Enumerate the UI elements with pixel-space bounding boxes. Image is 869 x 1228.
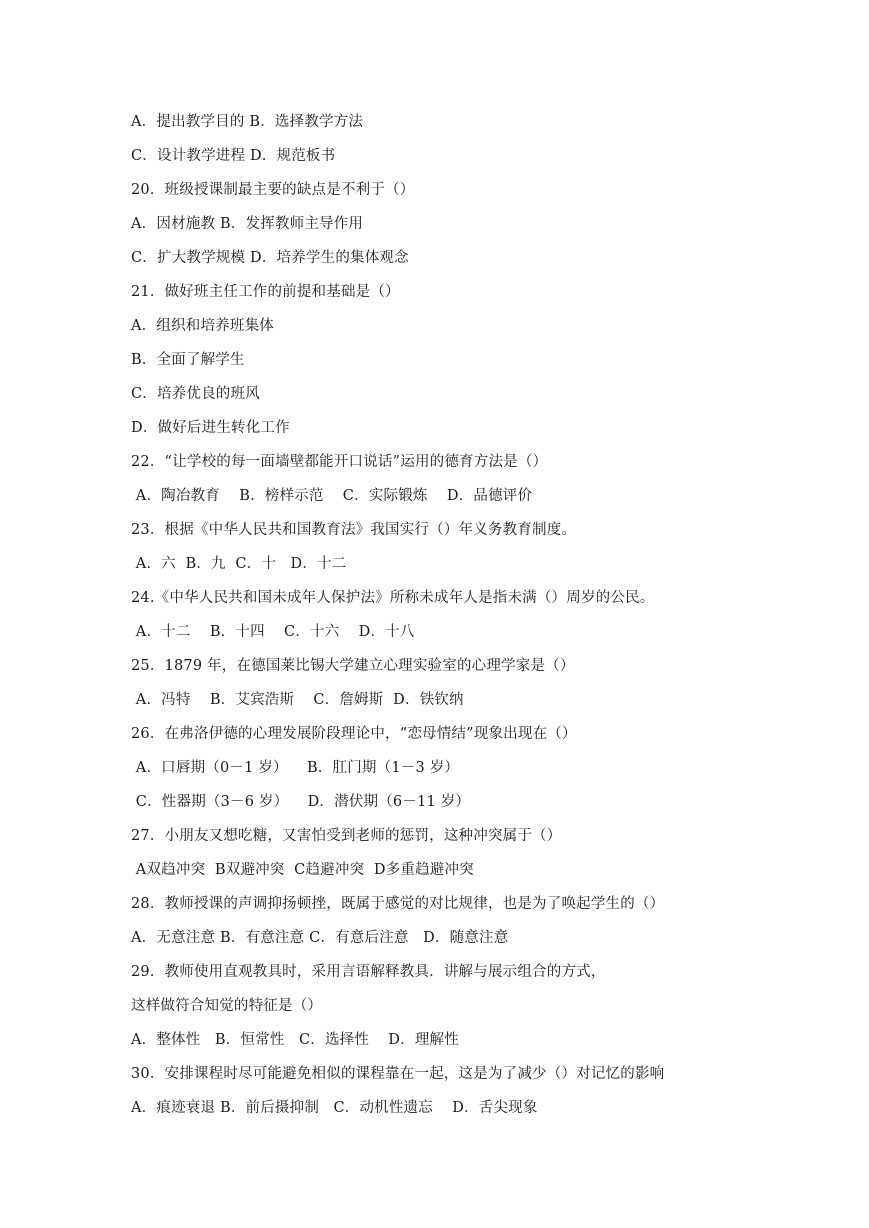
question-line: 27．小朋友又想吃糖，又害怕受到老师的惩罚，这种冲突属于（） [131, 828, 562, 844]
text-line: A．冯特 B．艾宾浩斯 C．詹姆斯 D．铁钦纳 [131, 692, 464, 708]
text-line: B．全面了解学生 [131, 352, 245, 368]
question-line: 22．“让学校的每一面墙壁都能开口说话”运用的德育方法是（） [131, 454, 548, 470]
text-line: C．培养优良的班风 [131, 386, 260, 402]
text-line: C．扩大教学规模 D．培养学生的集体观念 [131, 250, 409, 266]
text-line: A．陶冶教育 B．榜样示范 C．实际锻炼 D．品德评价 [131, 488, 533, 504]
question-line: 这样做符合知觉的特征是（） [131, 998, 323, 1014]
text-line: C．性器期（3－6 岁） D．潜伏期（6－11 岁） [131, 794, 471, 810]
question-line: 24.《中华人民共和国未成年人保护法》所称未成年人是指未满（）周岁的公民。 [131, 590, 655, 606]
question-line: 28．教师授课的声调抑扬顿挫，既属于感觉的对比规律，也是为了唤起学生的（） [131, 896, 665, 912]
text-line: A．因材施教 B．发挥教师主导作用 [131, 216, 364, 232]
text-line: A．提出教学目的 B．选择教学方法 [131, 114, 364, 130]
text-line: A．六 B．九 C．十 D．十二 [131, 556, 347, 572]
text-line: A．十二 B．十四 C．十六 D．十八 [131, 624, 415, 640]
text-line: A．痕迹衰退 B．前后摄抑制 C．动机性遗忘 D．舌尖现象 [131, 1100, 538, 1116]
text-line: A．组织和培养班集体 [131, 318, 274, 334]
question-line: 20．班级授课制最主要的缺点是不利于（） [131, 182, 415, 198]
text-line: A．口唇期（0－1 岁） B．肛门期（1－3 岁） [131, 760, 460, 776]
text-line: A．整体性 B．恒常性 C．选择性 D．理解性 [131, 1032, 459, 1048]
text-line: A双趋冲突 B双避冲突 C趋避冲突 D多重趋避冲突 [131, 862, 474, 878]
question-line: 21．做好班主任工作的前提和基础是（） [131, 284, 400, 300]
document-body [131, 108, 751, 1128]
text-line: A．无意注意 B．有意注意 C．有意后注意 D．随意注意 [131, 930, 509, 946]
question-line: 30．安排课程时尽可能避免相似的课程靠在一起，这是为了减少（）对记忆的影响 [131, 1066, 665, 1082]
text-line: C．设计教学进程 D．规范板书 [131, 148, 336, 164]
question-line: 23．根据《中华人民共和国教育法》我国实行（）年义务教育制度。 [131, 522, 577, 538]
question-line: 26．在弗洛伊德的心理发展阶段理论中，“恋母情结”现象出现在（） [131, 726, 577, 742]
question-line: 29．教师使用直观教具时，采用言语解释教具．讲解与展示组合的方式， [131, 964, 606, 980]
question-line: 25．1879 年，在德国莱比锡大学建立心理实验室的心理学家是（） [131, 658, 575, 674]
text-line: D．做好后进生转化工作 [131, 420, 290, 436]
